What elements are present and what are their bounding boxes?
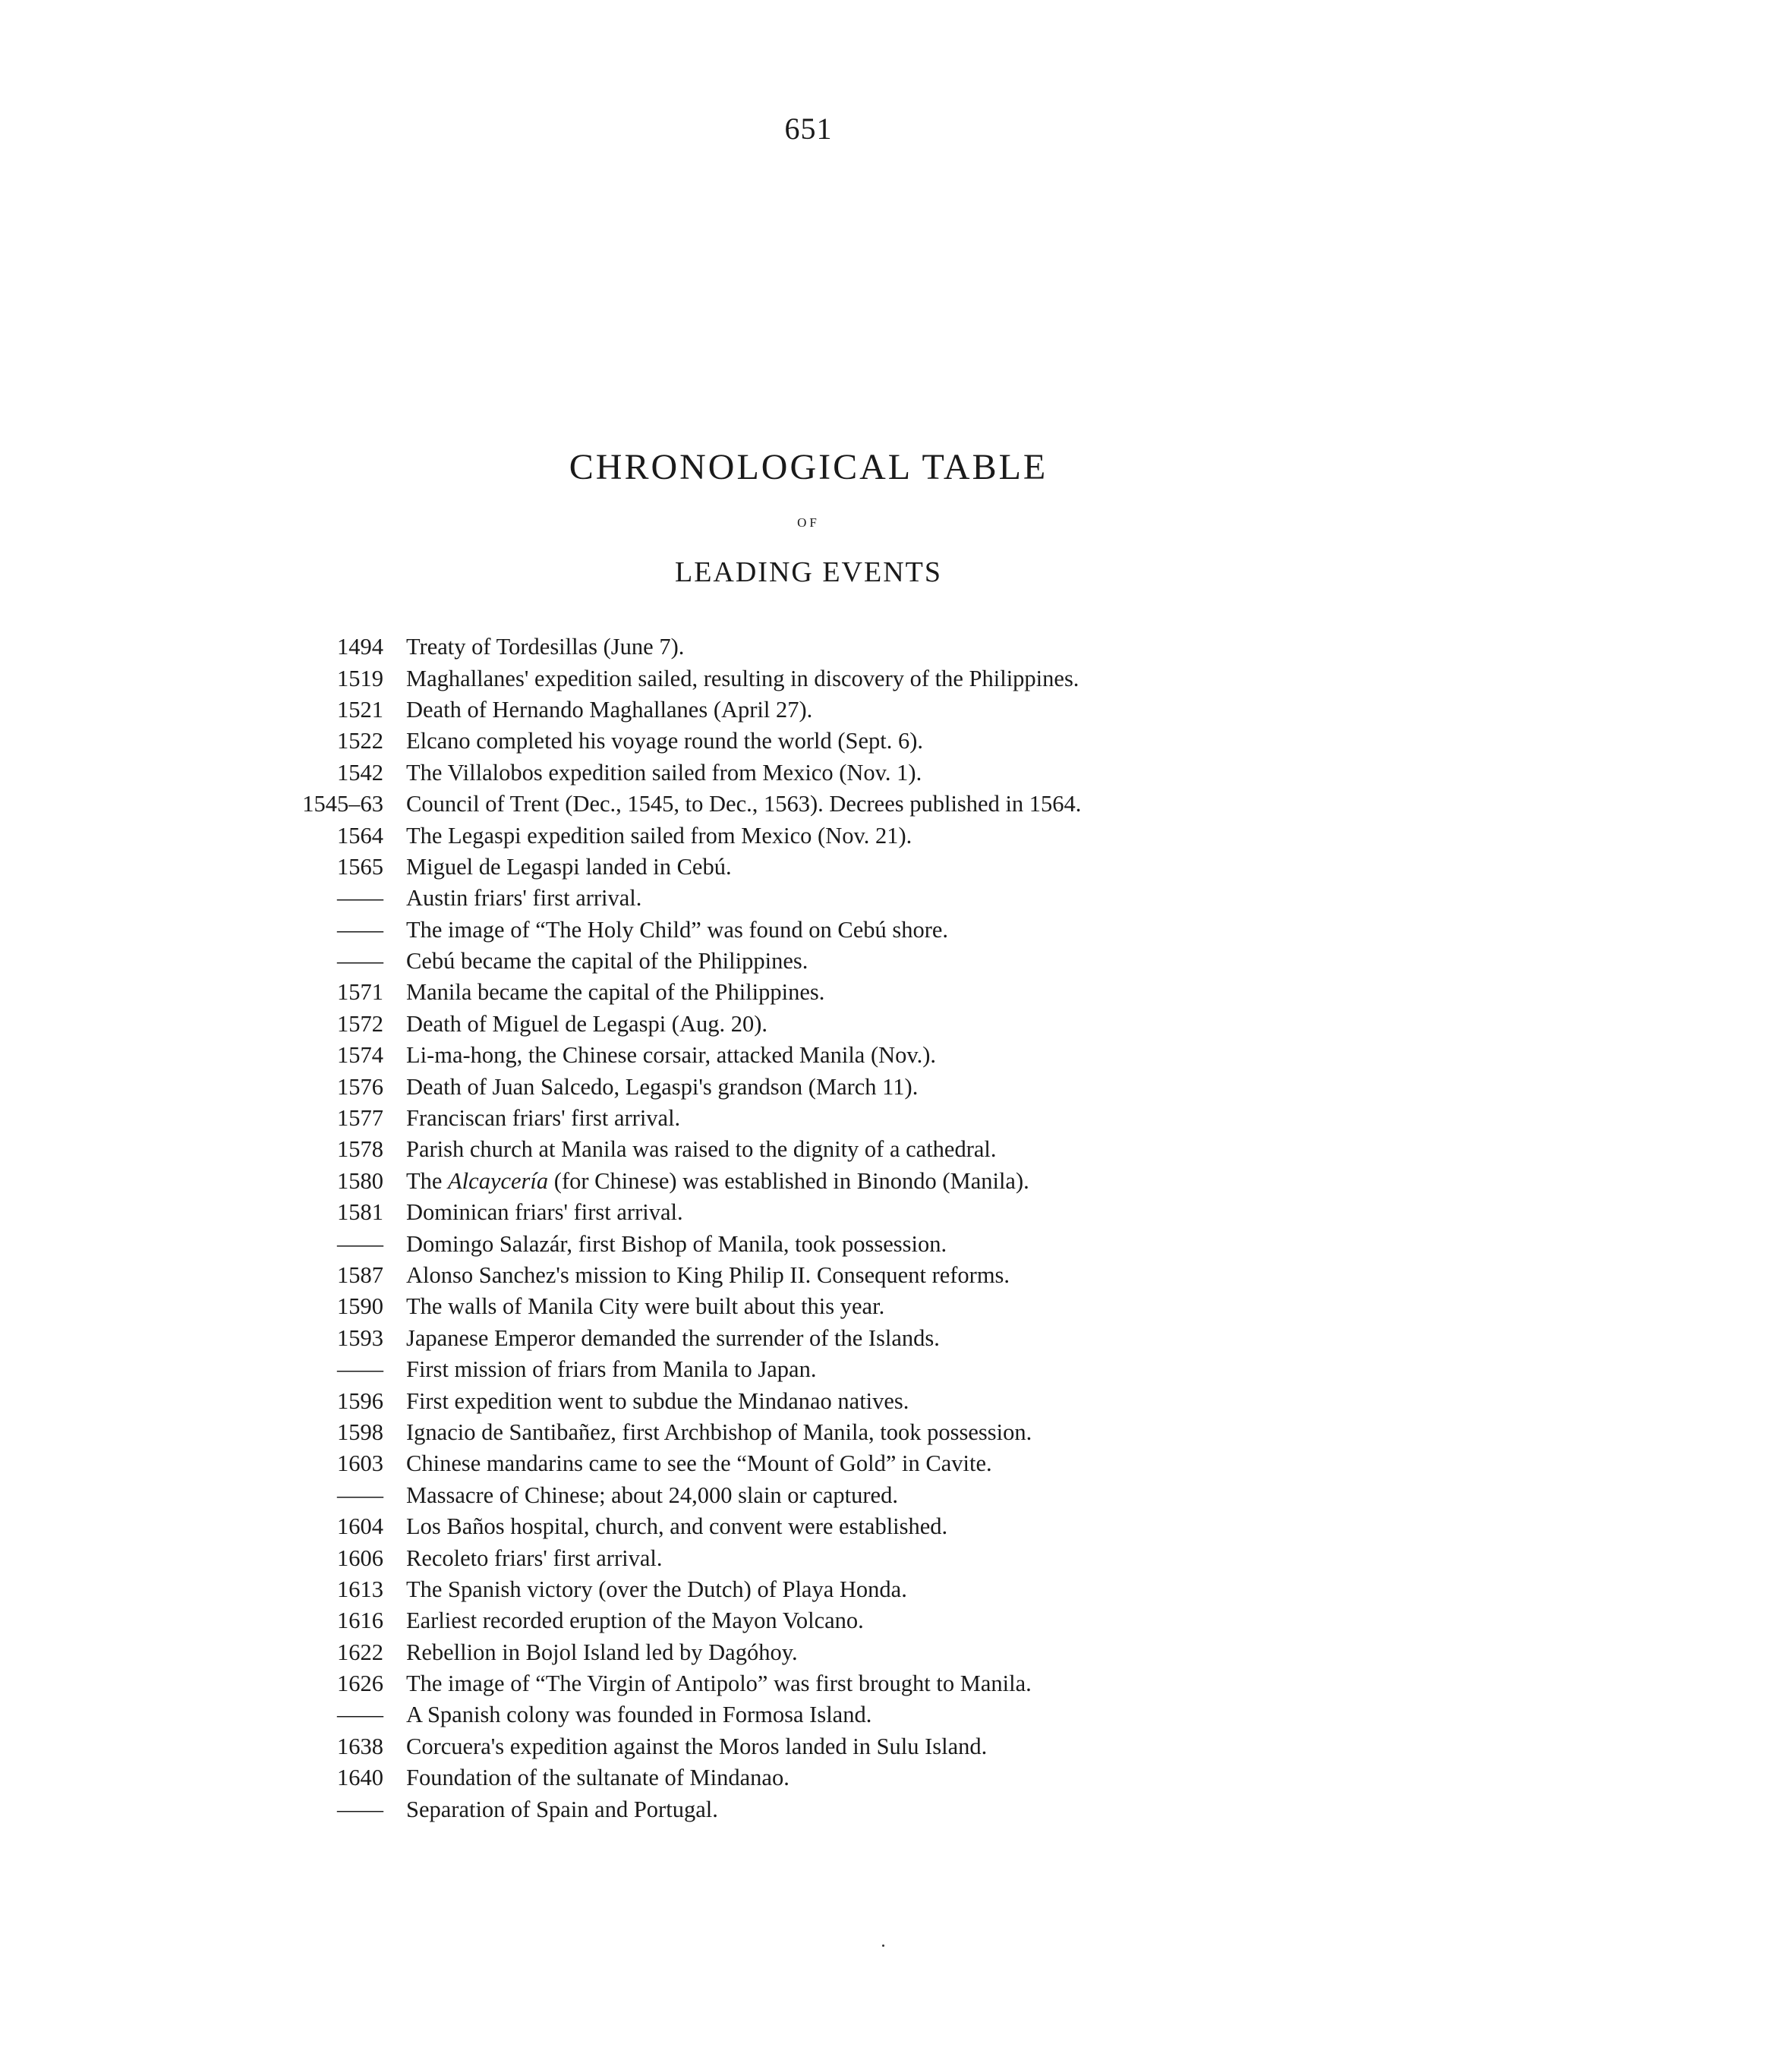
print-speck — [882, 1944, 884, 1947]
event-year: 1596 — [337, 1387, 383, 1414]
event-description: The Spanish victory (over the Dutch) of Playa Honda. — [406, 1576, 907, 1602]
event-description: The Legaspi expedition sailed from Mexico (Nov. 21). — [406, 822, 912, 849]
event-description: Austin friars' first arrival. — [406, 885, 642, 912]
event-description: Chinese mandarins came to see the “Mount of Gold” in Cavite. — [406, 1450, 992, 1477]
event-row — [296, 1731, 1602, 1762]
event-year: 1571 — [337, 979, 383, 1006]
event-year: 1522 — [337, 728, 383, 754]
event-row — [296, 1197, 1602, 1228]
event-description: Death of Miguel de Legaspi (Aug. 20). — [406, 1010, 768, 1037]
event-row — [296, 1291, 1602, 1322]
event-description: Franciscan friars' first arrival. — [406, 1105, 681, 1132]
event-row — [296, 1762, 1602, 1793]
event-row — [296, 694, 1602, 726]
event-description: The image of “The Virgin of Antipolo” was first brought to Manila. — [406, 1671, 1032, 1697]
event-year: 1640 — [337, 1765, 383, 1791]
event-year: 1604 — [337, 1513, 383, 1540]
event-description: Miguel de Legaspi landed in Cebú. — [406, 853, 732, 880]
event-description: Maghallanes' expedition sailed, resulting in discovery of the Philippines. — [406, 665, 1079, 691]
title-block — [0, 449, 1617, 587]
event-row — [296, 1134, 1602, 1165]
event-description: Earliest recorded eruption of the Mayon Volcano. — [406, 1608, 864, 1634]
event-row — [296, 1793, 1602, 1825]
event-description: Death of Juan Salcedo, Legaspi's grandson (March 11). — [406, 1073, 919, 1100]
event-year: 1521 — [337, 696, 383, 723]
event-row — [296, 757, 1602, 789]
page-title: CHRONOLOGICAL TABLE — [569, 447, 1048, 487]
event-description: Manila became the capital of the Philippines. — [406, 979, 825, 1006]
event-description: Death of Hernando Maghallanes (April 27). — [406, 696, 813, 723]
event-description: Dominican friars' first arrival. — [406, 1199, 683, 1226]
event-row — [296, 1574, 1602, 1605]
event-row — [296, 1071, 1602, 1102]
event-description: Corcuera's expedition against the Moros landed in Sulu Island. — [406, 1733, 988, 1759]
event-year: 1574 — [337, 1042, 383, 1069]
event-row — [296, 1605, 1602, 1636]
event-year: —— — [337, 1482, 383, 1508]
event-year: 1626 — [337, 1671, 383, 1697]
event-description: First expedition went to subdue the Mindanao natives. — [406, 1387, 909, 1414]
event-year: 1603 — [337, 1450, 383, 1477]
event-description: First mission of friars from Manila to Japan. — [406, 1356, 817, 1383]
event-year: 1598 — [337, 1419, 383, 1445]
event-year: 1606 — [337, 1545, 383, 1571]
event-row — [296, 1260, 1602, 1291]
event-year: —— — [337, 1702, 383, 1728]
event-row — [296, 726, 1602, 757]
page-subtitle: LEADING EVENTS — [674, 556, 942, 588]
event-row — [296, 852, 1602, 883]
event-year: —— — [337, 916, 383, 943]
event-row — [296, 1009, 1602, 1040]
event-description: Elcano completed his voyage round the world (Sept. 6). — [406, 728, 923, 754]
event-year: 1590 — [337, 1293, 383, 1320]
event-row — [296, 883, 1602, 914]
event-year: —— — [337, 1356, 383, 1383]
event-description: Treaty of Tordesillas (June 7). — [406, 634, 685, 660]
event-description: Parish church at Manila was raised to the dignity of a cathedral. — [406, 1136, 997, 1163]
event-row — [296, 1228, 1602, 1259]
event-description: Massacre of Chinese; about 24,000 slain or captured. — [406, 1482, 898, 1508]
event-description: A Spanish colony was founded in Formosa Island. — [406, 1702, 872, 1728]
event-row — [296, 1354, 1602, 1385]
event-description: Los Baños hospital, church, and convent were established. — [406, 1513, 948, 1540]
event-description: Domingo Salazár, first Bishop of Manila, took possession. — [406, 1230, 947, 1257]
event-row — [296, 1668, 1602, 1699]
event-row — [296, 1040, 1602, 1071]
event-row — [296, 1417, 1602, 1448]
event-year: 1494 — [337, 634, 383, 660]
event-year: —— — [337, 1796, 383, 1822]
event-year: 1565 — [337, 853, 383, 880]
event-description: The image of “The Holy Child” was found on Cebú shore. — [406, 916, 949, 943]
event-row — [296, 1699, 1602, 1730]
event-year: 1587 — [337, 1262, 383, 1288]
event-row — [296, 1542, 1602, 1573]
event-year: 1578 — [337, 1136, 383, 1163]
event-row — [296, 631, 1602, 663]
event-year: 1545–63 — [302, 791, 383, 817]
event-year: —— — [337, 948, 383, 975]
event-row — [296, 1166, 1602, 1197]
event-year: —— — [337, 1230, 383, 1257]
event-year: 1581 — [337, 1199, 383, 1226]
event-description: Council of Trent (Dec., 1545, to Dec., 1563). Decrees published in 1564. — [406, 791, 1082, 817]
event-year: 1577 — [337, 1105, 383, 1132]
event-year: 1564 — [337, 822, 383, 849]
event-year: 1613 — [337, 1576, 383, 1602]
event-row — [296, 1511, 1602, 1542]
event-row — [296, 1480, 1602, 1511]
page-number: 651 — [784, 112, 833, 146]
event-row — [296, 1637, 1602, 1668]
event-year: 1593 — [337, 1324, 383, 1351]
event-description: Ignacio de Santibañez, first Archbishop of Manila, took possession. — [406, 1419, 1032, 1445]
event-description: Recoleto friars' first arrival. — [406, 1545, 663, 1571]
event-description: The Villalobos expedition sailed from Mexico (Nov. 1). — [406, 759, 922, 786]
chronology-list — [296, 631, 1602, 1825]
event-row — [296, 946, 1602, 977]
event-description: The walls of Manila City were built about this year. — [406, 1293, 885, 1320]
title-connector: OF — [797, 515, 820, 530]
event-year: 1616 — [337, 1608, 383, 1634]
event-row — [296, 977, 1602, 1008]
event-row — [296, 789, 1602, 820]
event-year: 1576 — [337, 1073, 383, 1100]
event-description: Rebellion in Bojol Island led by Dagóhoy. — [406, 1639, 798, 1665]
event-description: Separation of Spain and Portugal. — [406, 1796, 718, 1822]
event-description: Foundation of the sultanate of Mindanao. — [406, 1765, 789, 1791]
event-description: Alonso Sanchez's mission to King Philip II. Consequent reforms. — [406, 1262, 1010, 1288]
event-description: Cebú became the capital of the Philippines. — [406, 948, 808, 975]
event-description: The Alcaycería (for Chinese) was established in Binondo (Manila). — [406, 1167, 1029, 1194]
event-row — [296, 1385, 1602, 1416]
event-year: 1622 — [337, 1639, 383, 1665]
event-description: Japanese Emperor demanded the surrender of the Islands. — [406, 1324, 940, 1351]
event-year: 1542 — [337, 759, 383, 786]
event-row — [296, 820, 1602, 851]
event-year: 1638 — [337, 1733, 383, 1759]
event-row — [296, 663, 1602, 694]
event-description: Li-ma-hong, the Chinese corsair, attacked Manila (Nov.). — [406, 1042, 937, 1069]
event-row — [296, 1103, 1602, 1134]
event-row — [296, 1448, 1602, 1479]
event-year: 1572 — [337, 1010, 383, 1037]
event-year: —— — [337, 885, 383, 912]
event-year: 1519 — [337, 665, 383, 691]
event-row — [296, 915, 1602, 946]
event-row — [296, 1323, 1602, 1354]
event-year: 1580 — [337, 1167, 383, 1194]
